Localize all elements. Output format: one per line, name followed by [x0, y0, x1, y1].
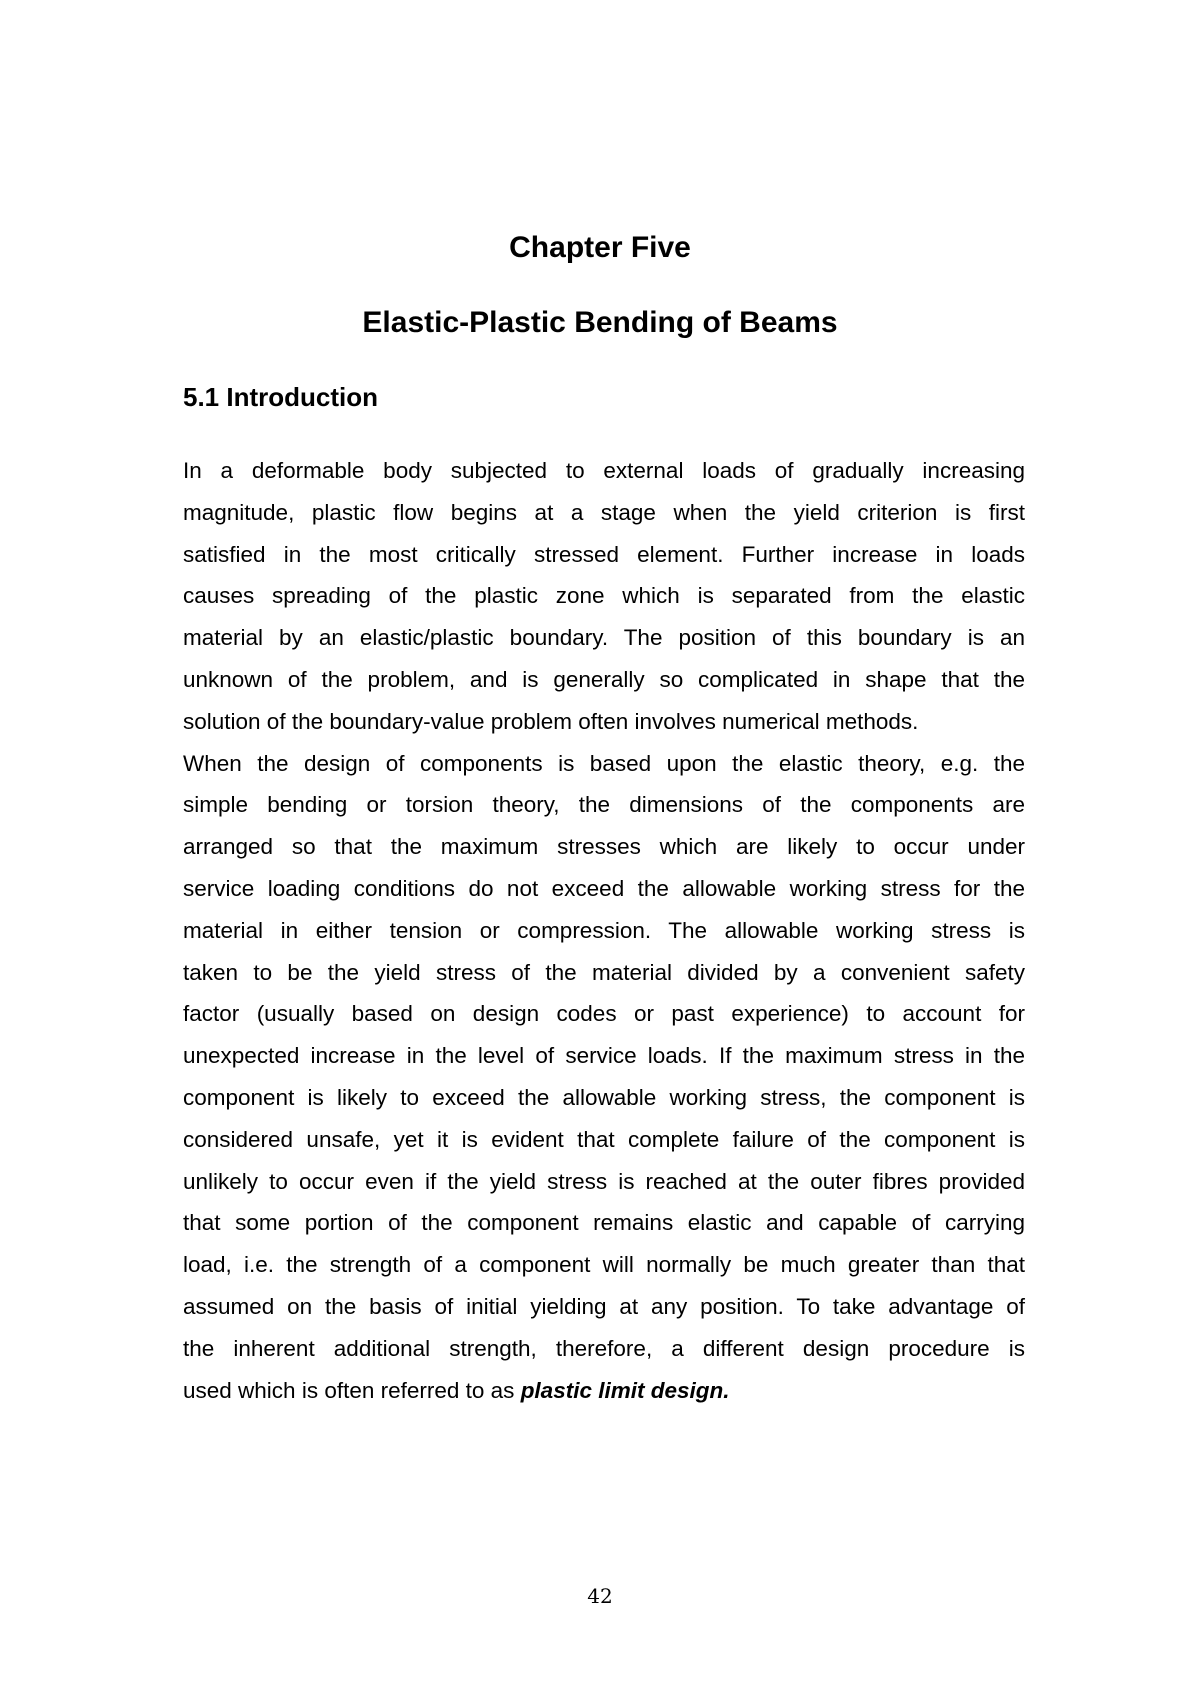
- paragraph-2-line: the inherent additional strength, therefore, a different design procedure is: [183, 1335, 1025, 1361]
- paragraph-1-line: magnitude, plastic flow begins at a stage when the yield criterion is first: [183, 499, 1025, 525]
- paragraph-2-line: taken to be the yield stress of the material divided by a convenient safety: [183, 959, 1025, 985]
- paragraph-2-last-line: [183, 1370, 1025, 1412]
- chapter-subtitle: Elastic-Plastic Bending of Beams: [362, 306, 838, 339]
- paragraph-1-line: satisfied in the most critically stressed element. Further increase in loads: [183, 541, 1025, 567]
- paragraph-1-line: material by an elastic/plastic boundary. The position of this boundary is an: [183, 625, 1025, 651]
- paragraph-1-line: causes spreading of the plastic zone which is separated from the elastic: [183, 583, 1025, 609]
- paragraph-2-line: load, i.e. the strength of a component will normally be much greater than that: [183, 1252, 1025, 1278]
- body-text: [183, 450, 1025, 1411]
- paragraph-2-line: component is likely to exceed the allowable working stress, the component is: [183, 1084, 1025, 1110]
- paragraph-2-line: unlikely to occur even if the yield stress is reached at the outer fibres provided: [183, 1168, 1025, 1194]
- paragraph-2-line: factor (usually based on design codes or past experience) to account for: [183, 1001, 1025, 1027]
- paragraph-2-line: When the design of components is based upon the elastic theory, e.g. the: [183, 750, 1025, 776]
- paragraph-2-line: considered unsafe, yet it is evident that complete failure of the component is: [183, 1126, 1025, 1152]
- paragraph-2-line: unexpected increase in the level of service loads. If the maximum stress in the: [183, 1043, 1025, 1069]
- paragraph-1-line: unknown of the problem, and is generally so complicated in shape that the: [183, 666, 1025, 692]
- plastic-limit-design-term: plastic limit design.: [520, 1377, 730, 1403]
- paragraph-2-line: assumed on the basis of initial yielding at any position. To take advantage of: [183, 1293, 1025, 1319]
- paragraph-2-line: service loading conditions do not exceed the allowable working stress for the: [183, 875, 1025, 901]
- paragraph-2-line: simple bending or torsion theory, the dimensions of the components are: [183, 792, 1025, 818]
- paragraph-1-line: solution of the boundary-value problem often involves numerical methods.: [183, 708, 919, 734]
- last-line-text: used which is often referred to as: [183, 1377, 521, 1403]
- page-number: 42: [587, 1584, 613, 1608]
- chapter-title: Chapter Five: [509, 231, 691, 264]
- paragraph-2-line: material in either tension or compression. The allowable working stress is: [183, 917, 1025, 943]
- paragraph-2-line: arranged so that the maximum stresses which are likely to occur under: [183, 834, 1025, 860]
- paragraph-1-line: In a deformable body subjected to external loads of gradually increasing: [183, 458, 1025, 483]
- paragraph-2-line: that some portion of the component remains elastic and capable of carrying: [183, 1210, 1025, 1236]
- section-heading: 5.1 Introduction: [183, 382, 378, 412]
